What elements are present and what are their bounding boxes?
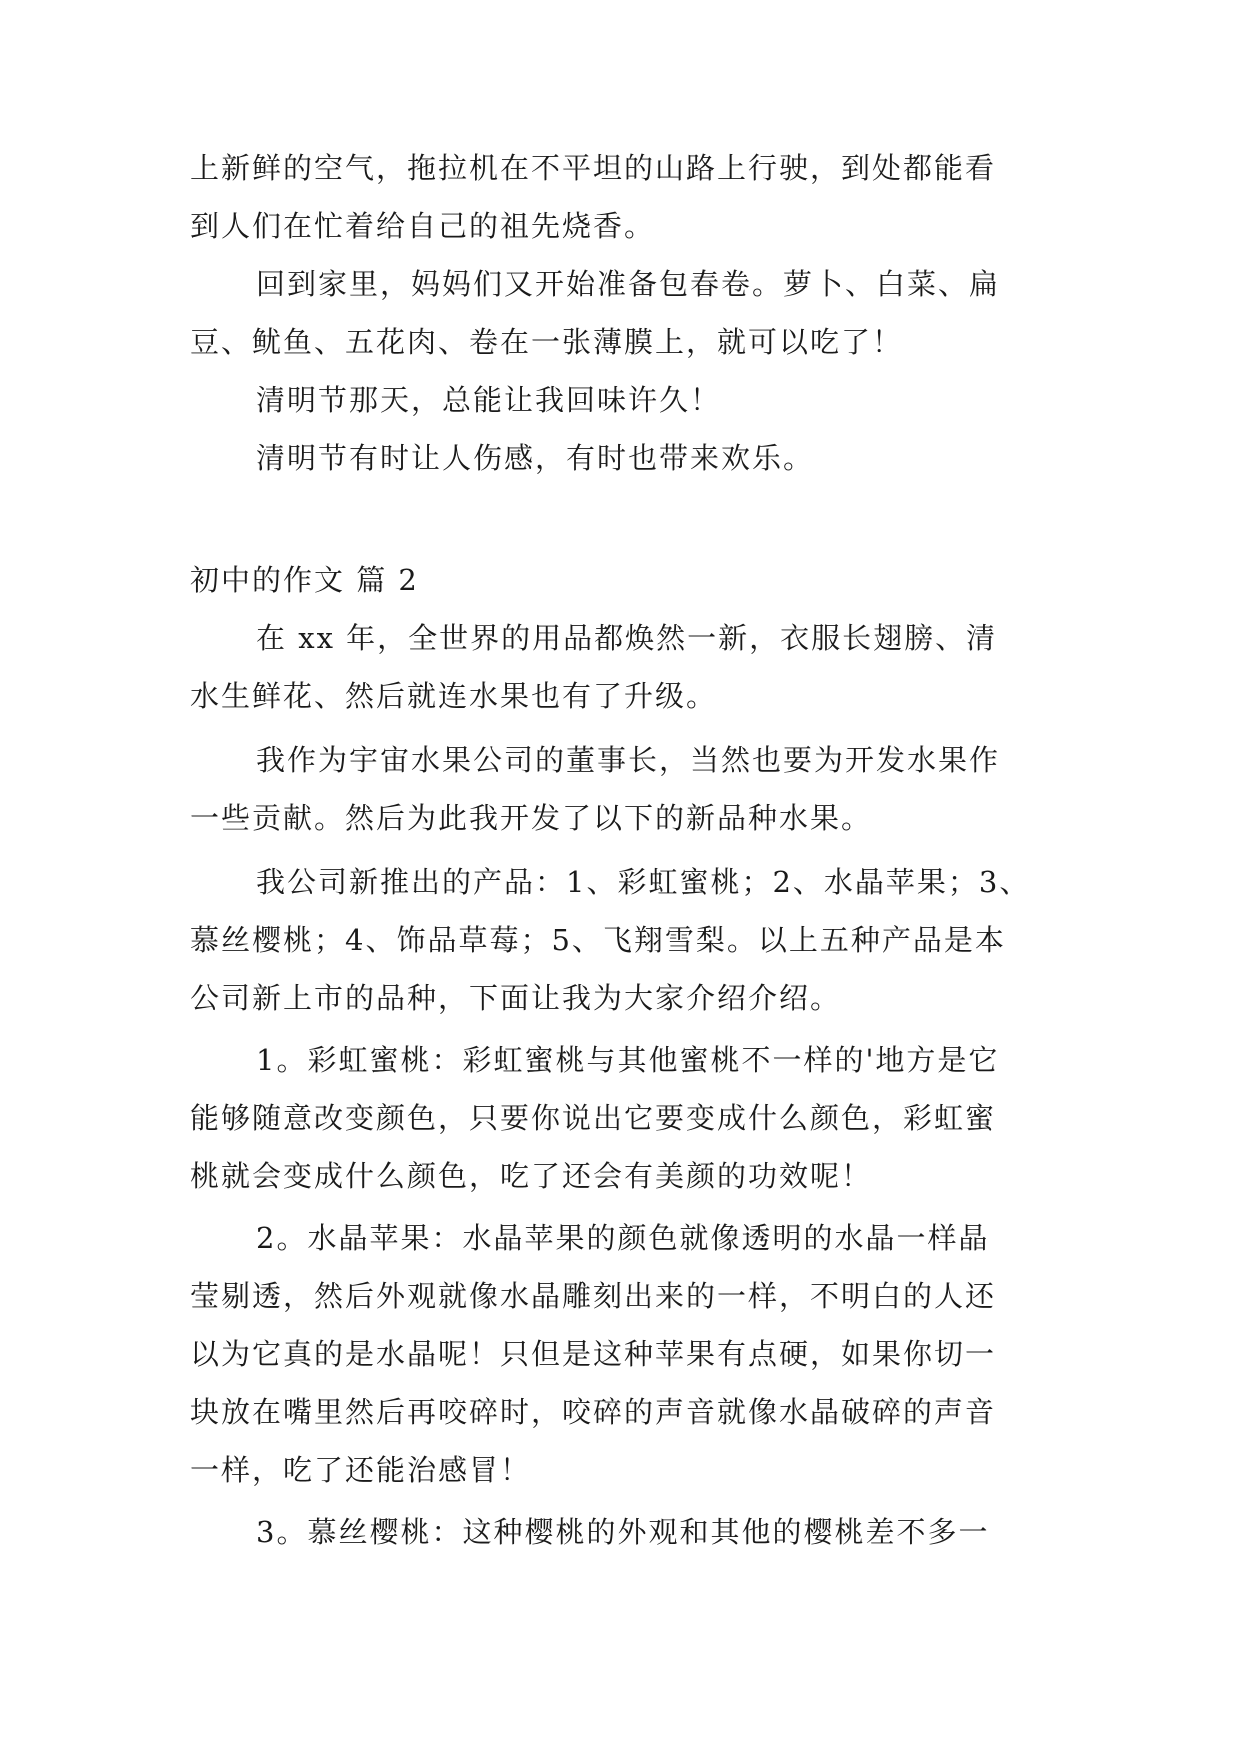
paragraph-line: 我作为宇宙水果公司的董事长，当然也要为开发水果作	[256, 743, 1001, 777]
paragraph-line: 以为它真的是水晶呢！只但是这种苹果有点硬，如果你切一	[190, 1337, 997, 1371]
paragraph-line: 水生鲜花、然后就连水果也有了升级。	[190, 679, 718, 713]
paragraph-line: 莹剔透，然后外观就像水晶雕刻出来的一样，不明白的人还	[190, 1279, 997, 1313]
paragraph-line: 慕丝樱桃；4、饰品草莓；5、飞翔雪梨。以上五种产品是本	[190, 923, 1006, 957]
paragraph-line: 桃就会变成什么颜色，吃了还会有美颜的功效呢！	[190, 1159, 873, 1193]
paragraph-line: 豆、鱿鱼、五花肉、卷在一张薄膜上，就可以吃了！	[190, 325, 904, 359]
paragraph-line: 回到家里，妈妈们又开始准备包春卷。萝卜、白菜、扁	[256, 267, 1001, 301]
paragraph-line: 上新鲜的空气，拖拉机在不平坦的山路上行驶，到处都能看	[190, 151, 997, 185]
paragraph-line: 我公司新推出的产品：1、彩虹蜜桃；2、水晶苹果；3、	[256, 865, 1031, 899]
paragraph-line: 公司新上市的品种，下面让我为大家介绍介绍。	[190, 981, 842, 1015]
paragraph-line: 在 xx 年，全世界的用品都焕然一新，衣服长翅膀、清	[256, 621, 998, 655]
paragraph-line: 一样，吃了还能治感冒！	[190, 1453, 532, 1487]
paragraph-line: 到人们在忙着给自己的祖先烧香。	[190, 209, 656, 243]
paragraph-line: 块放在嘴里然后再咬碎时，咬碎的声音就像水晶破碎的声音	[190, 1395, 997, 1429]
paragraph-line: 清明节有时让人伤感，有时也带来欢乐。	[256, 441, 815, 475]
paragraph-line: 1。彩虹蜜桃：彩虹蜜桃与其他蜜桃不一样的'地方是它	[256, 1043, 1000, 1077]
paragraph-line: 2。水晶苹果：水晶苹果的颜色就像透明的水晶一样晶	[256, 1221, 990, 1255]
paragraph-line: 3。慕丝樱桃：这种樱桃的外观和其他的樱桃差不多一	[256, 1515, 990, 1549]
section-heading: 初中的作文 篇 2	[190, 563, 419, 597]
paragraph-line: 一些贡献。然后为此我开发了以下的新品种水果。	[190, 801, 873, 835]
paragraph-line: 清明节那天，总能让我回味许久！	[256, 383, 722, 417]
paragraph-line: 能够随意改变颜色，只要你说出它要变成什么颜色，彩虹蜜	[190, 1101, 997, 1135]
